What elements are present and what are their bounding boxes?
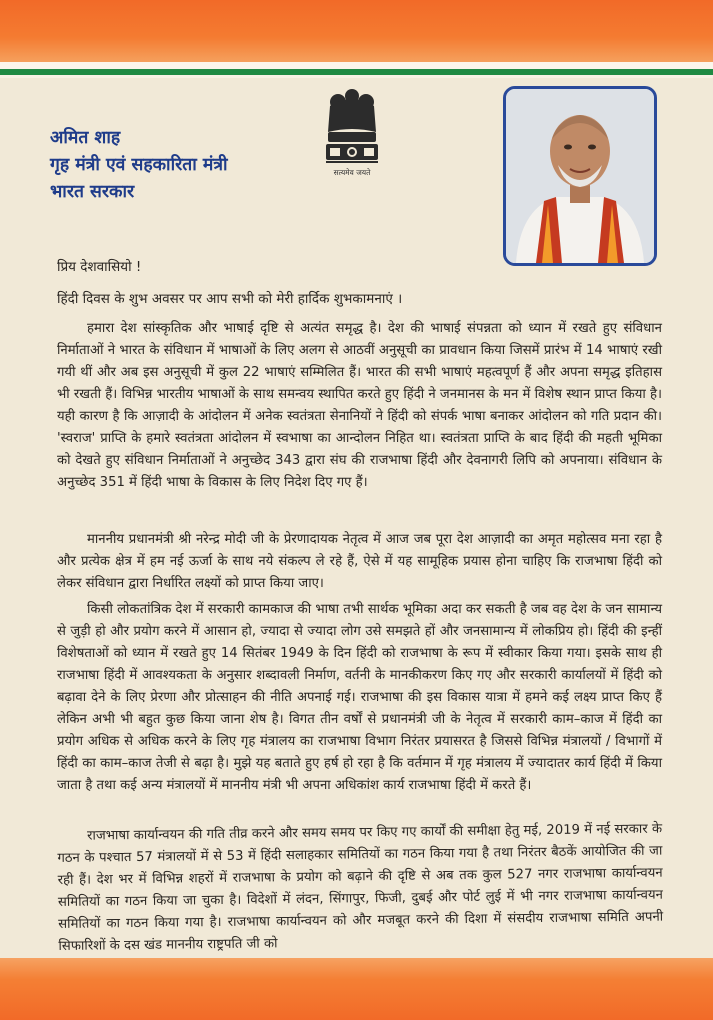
sender-name: अमित शाह <box>50 128 121 148</box>
emblem-motto: सत्यमेव जयते <box>333 168 371 177</box>
letter-paragraph: हमारा देश सांस्कृतिक और भाषाई दृष्टि से अत्यंत समृद्ध है। देश की भाषाई संपन्नता को ध्यान में रखते हुए संविधान निर्माताओं ने भारत के संविधान में भाषाओं के लिए अलग से आठवीं अनुसूची का प्रावधान किया जिसमें प्रारंभ में 14 भाषाएं रखी गयी थीं और अब इस अनुसूची में कुल 22 भाषाएं सम्मिलित हैं। भारत की सभी भाषाएं महत्वपूर्ण हैं और अपना समृद्ध इतिहास भी रखती हैं। विभिन्न भारतीय भाषाओं के साथ समन्वय स्थापित करते हुए हिंदी ने जनमानस के मन में विशेष स्थान प्राप्त किया है। यही कारण है कि आज़ादी के आंदोलन में अनेक स्वतंत्रता सेनानियों ने हिंदी को संपर्क भाषा बनाकर आंदोलन को गति प्रदान की। 'स्वराज' प्राप्ति के हमारे स्वतंत्रता आंदोलन में स्वभाषा का आन्दोलन निहित था। स्वतंत्रता प्राप्ति के बाद हिंदी की महती भूमिका को देखते हुए संविधान निर्माताओं ने अनुच्छेद 343 द्वारा संघ की राजभाषा हिंदी और देवनागरी लिपि को अपनाया। संविधान के अनुच्छेद 351 में हिंदी भाषा के विकास के लिए निदेश दिए गए हैं। <box>57 321 662 490</box>
ashoka-emblem-icon <box>316 86 388 178</box>
salutation: प्रिय देशवासियो ! <box>57 259 142 275</box>
sender-designation: गृह मंत्री एवं सहकारिता मंत्री <box>50 155 228 175</box>
saffron-top-band <box>0 0 713 62</box>
sender-block <box>50 125 228 206</box>
white-stripe-lower <box>0 75 713 78</box>
letter-paragraph: राजभाषा कार्यान्वयन की गति तीव्र करने और समय समय पर किए गए कार्यों की समीक्षा हेतु मई, 2019 में नई सरकार के गठन के पश्चात 57 मंत्रालयों में से 53 में हिंदी सलाहकार समितियों का गठन किया गया है तथा निरंतर बैठकें आयोजित की जा रही हैं। देश भर में विभिन्न शहरों में राजभाषा के प्रयोग को बढ़ाने की दृष्टि से अब तक कुल 527 नगर राजभाषा कार्यान्वयन समितियों का गठन किया जा चुका है। विदेशों में लंदन, सिंगापुर, फिजी, दुबई और पोर्ट लुई में भी नगर राजभाषा कार्यान्वयन समितियों का गठन किया गया है। राजभाषा कार्यान्वयन को और मजबूत करने की दिशा में संसदीय राजभाषा समिति अपनी सिफारिशों के दस खंड माननीय राष्ट्रपति जी को <box>57 821 664 954</box>
letter-paragraph: किसी लोकतांत्रिक देश में सरकारी कामकाज की भाषा तभी सार्थक भूमिका अदा कर सकती है जब वह देश के जन सामान्य से जुड़ी हो और प्रयोग करने में आसान हो, ज्यादा से ज्यादा लोग उसे समझते हों और जनसामान्य में लोकप्रिय हो। हिंदी की इन्हीं विशेषताओं को ध्यान में रखते हुए 14 सितंबर 1949 के दिन हिंदी को राजभाषा के रूप में स्वीकार किया गया। इसके साथ ही राजभाषा हिंदी में आवश्यकता के अनुसार शब्दावली निर्माण, वर्तनी के मानकीकरण किए गए और सरकारी कार्यालयों में हिंदी को बढ़ावा देने के लिए प्रेरणा और प्रोत्साहन की नीति अपनाई गई। राजभाषा की इस विकास यात्रा में हमने कई लक्ष्य प्राप्त किए हैं लेकिन अभी भी बहुत कुछ किया जाना शेष है। विगत तीन वर्षों से प्रधानमंत्री जी के नेतृत्व में सरकारी काम–काज में हिंदी का प्रयोग अधिक से अधिक करने के लिए गृह मंत्रालय का राजभाषा विभाग निरंतर प्रयासरत है जिससे विभिन्न मंत्रालयों / विभागों में हिंदी का काम–काज तेजी से बढ़ा है। मुझे यह बताते हुए हर्ष हो रहा है कि वर्तमान में गृह मंत्रालय में ज्यादातर कार्य हिंदी में किया जाता है तथा कई अन्य मंत्रालयों में माननीय मंत्री भी अपना अधिकांश कार्य राजभाषा हिंदी में करते हैं। <box>57 602 662 793</box>
letter-paragraph: माननीय प्रधानमंत्री श्री नरेन्द्र मोदी जी के प्रेरणादायक नेतृत्व में आज जब पूरा देश आज़ादी का अमृत महोत्सव मना रहा है और प्रत्येक क्षेत्र में हम नई ऊर्जा के साथ नये संकल्प ले रहे हैं, ऐसे में यह सामूहिक प्रयास होना चाहिए कि राजभाषा हिंदी को लेकर संविधान द्वारा निर्धारित लक्ष्यों को प्राप्त किया जाए। <box>57 532 662 591</box>
saffron-bottom-band <box>0 958 713 1020</box>
greeting-line: हिंदी दिवस के शुभ अवसर पर आप सभी को मेरी हार्दिक शुभकामनाएं । <box>57 291 403 307</box>
sender-government: भारत सरकार <box>50 182 135 202</box>
white-stripe <box>0 62 713 69</box>
portrait-photo <box>503 86 657 266</box>
